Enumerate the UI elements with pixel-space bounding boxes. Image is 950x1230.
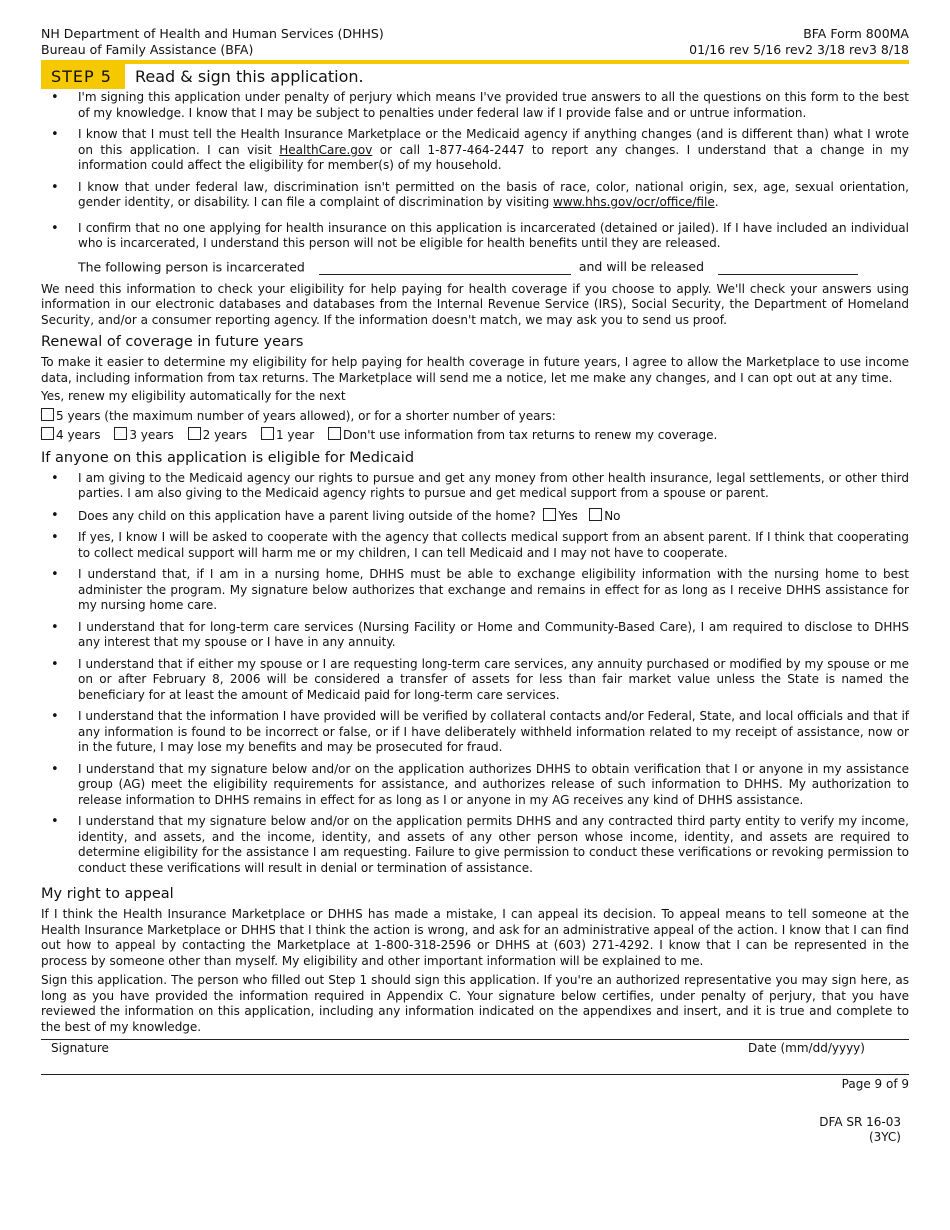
- sign-paragraph: Sign this application. The person who filled out Step 1 should sign this application. If you're an authorized representative you may sign here, as long as you have provided the information required in Appendix C. Your signature below certifies, under penalty of perjury, that you have reviewed the information on this application, including any information indicated on the appendixes and insert, and it is true and complete to the best of my knowledge.: [41, 973, 909, 1034]
- incarcerated-person-field[interactable]: [319, 258, 571, 275]
- step-title: Read & sign this application.: [135, 67, 364, 86]
- header-right: [689, 26, 909, 58]
- medicaid-bullets: [41, 471, 909, 877]
- date-label: Date (mm/dd/yyyy): [748, 1041, 865, 1055]
- list-item: • I understand that the information I have provided will be verified by collateral contacts and/or Federal, State, and local officials and that if any information is found to be incorrect or false, or if I have deliberately withheld information related to my receipt of assistance, now or in the future, I may lose my benefits and may be prosecuted for fraud.: [41, 709, 909, 756]
- list-item: • I understand that, if I am in a nursing home, DHHS must be able to exchange eligibility information with the nursing home to best administer the program. My signature below authorizes that exchange and remains in effect for as long as I receive DHHS assistance for my nursing home care.: [41, 567, 909, 614]
- hhs-ocr-link[interactable]: www.hhs.gov/ocr/office/file: [553, 195, 715, 209]
- renew-5-years-row: 5 years (the maximum number of years allowed), or for a shorter number of years:: [41, 408, 909, 425]
- renewal-paragraph: To make it easier to determine my eligibility for help paying for health coverage in future years, I agree to allow the Marketplace to use income data, including information from tax returns. The Marketplace will send me a notice, let me make any changes, and I can opt out at any time.: [41, 355, 909, 385]
- intro-bullets: [41, 90, 909, 252]
- list-item: • I understand that my signature below and/or on the application authorizes DHHS to obtain verification that I or anyone in my assistance group (AG) meet the eligibility requirements for assistance, and authorizes release of such information to DHHS. My authorization to release information to DHHS remains in effect for as long as I or anyone in my AG receives any kind of DHHS assistance.: [41, 762, 909, 809]
- list-item: • I know that under federal law, discrimination isn't permitted on the basis of race, color, national origin, sex, age, sexual orientation, gender identity, or disability. I can file a complaint of discrimination by visiting www.hhs.gov/ocr/office/file.: [41, 180, 909, 211]
- signature-field[interactable]: [41, 1074, 909, 1075]
- renew-2-years-checkbox[interactable]: [188, 427, 201, 440]
- renew-line: Yes, renew my eligibility automatically for the next: [41, 389, 346, 403]
- signature-label: Signature: [51, 1041, 109, 1055]
- header-left: [41, 26, 384, 58]
- renewal-heading: Renewal of coverage in future years: [41, 334, 304, 350]
- list-item: • I am giving to the Medicaid agency our rights to pursue and get any money from other health insurance, legal settlements, or other third parties. I am also giving to the Medicaid agency rights to pursue and get medical support from a spouse or parent.: [41, 471, 909, 502]
- form-page: [41, 26, 909, 1146]
- incarcerated-label: The following person is incarcerated: [78, 259, 305, 274]
- eligibility-paragraph: We need this information to check your eligibility for help paying for health coverage if you choose to apply. We'll check your answers using information in our electronic databases and databases from the Internal Revenue Service (IRS), Social Security, the Department of Homeland Security, and/or a consumer reporting agency. If the information doesn't match, we may ask you to send us proof.: [41, 281, 909, 327]
- release-date-field[interactable]: [718, 258, 858, 275]
- list-item: • I'm signing this application under penalty of perjury which means I've provided true answers to all the questions on this form to the best of my knowledge. I know that I may be subject to penalties under federal law if I provide false and or untrue information.: [41, 90, 909, 121]
- department-name: NH Department of Health and Human Services (DHHS): [41, 26, 384, 41]
- renew-4-years-checkbox[interactable]: [41, 427, 54, 440]
- parent-outside-no-checkbox[interactable]: [589, 508, 602, 521]
- incarcerated-row: [41, 258, 909, 282]
- list-item: • If yes, I know I will be asked to cooperate with the agency that collects medical support from an absent parent. If I think that cooperating to collect medical support will harm me or my children, I can tell Medicaid and I may not have to cooperate.: [41, 530, 909, 561]
- appeal-heading: My right to appeal: [41, 886, 174, 902]
- list-item: • I understand that my signature below and/or on the application permits DHHS and any contracted third party entity to verify my income, identity, and assets, and the income, identity, and assets of any other person whose income, identity, and assets are required to determine eligibility for the assistance I am requesting. Failure to give permission to conduct these verifications or revoking permission to conduct these verifications will result in denial or termination of assistance.: [41, 814, 909, 876]
- form-number: BFA Form 800MA: [803, 26, 909, 41]
- step-badge: STEP 5: [41, 64, 125, 89]
- renew-3-years-checkbox[interactable]: [114, 427, 127, 440]
- healthcare-gov-link[interactable]: HealthCare.gov: [279, 142, 373, 157]
- list-item: • I know that I must tell the Health Insurance Marketplace or the Medicaid agency if anything changes (and is different than) what I wrote on this application. I can visit HealthCare.gov or call 1-877-464-2447 to report any changes. I understand that a change in my information could affect the eligibility for member(s) of my household.: [41, 127, 909, 174]
- page-number: Page 9 of 9: [841, 1077, 909, 1091]
- medicaid-heading: If anyone on this application is eligible for Medicaid: [41, 449, 415, 466]
- renew-5-years-checkbox[interactable]: [41, 408, 54, 421]
- no-tax-data-checkbox[interactable]: [328, 427, 341, 440]
- signature-row: [41, 1039, 909, 1070]
- form-revision: 01/16 rev 5/16 rev2 3/18 rev3 8/18: [689, 42, 909, 57]
- list-item: • I confirm that no one applying for health insurance on this application is incarcerated (detained or jailed). If I have included an individual who is incarcerated, I understand this person will not be eligible for health benefits until they are released.: [41, 221, 909, 252]
- form-code: DFA SR 16-03 (3YC): [819, 1114, 901, 1144]
- list-item: • I understand that if either my spouse or I are requesting long-term care services, any annuity purchased or modified by my spouse or me on or after February 8, 2006 will be considered a transfer of assets for less than fair market value unless the State is named the beneficiary for at least the amount of Medicaid paid for long-term care services.: [41, 657, 909, 704]
- released-label: and will be released: [578, 259, 705, 274]
- bureau-name: Bureau of Family Assistance (BFA): [41, 42, 254, 57]
- appeal-paragraph: If I think the Health Insurance Marketplace or DHHS has made a mistake, I can appeal its decision. To appeal means to tell someone at the Health Insurance Marketplace or DHHS that I think the action is wrong, and ask for an administrative appeal of the action. I know that I can find out how to appeal by contacting the Marketplace at 1-800-318-2596 or DHHS at (603) 271-4292. I know that I can be represented in the process by someone other than myself. My eligibility and other important information will be explained to me.: [41, 907, 909, 968]
- renew-years-options: 4 years 3 years 2 years 1 year Don't use information from tax returns to renew my coverage.: [41, 427, 909, 444]
- step-heading: [41, 64, 909, 90]
- form-header: [41, 26, 909, 60]
- parent-outside-yes-checkbox[interactable]: [543, 508, 556, 521]
- list-item: • Does any child on this application have a parent living outside of the home? Yes No: [41, 508, 909, 525]
- renew-1-year-checkbox[interactable]: [261, 427, 274, 440]
- list-item: • I understand that for long-term care services (Nursing Facility or Home and Community-Based Care), I am required to disclose to DHHS any interest that my spouse or I have in any annuity.: [41, 620, 909, 651]
